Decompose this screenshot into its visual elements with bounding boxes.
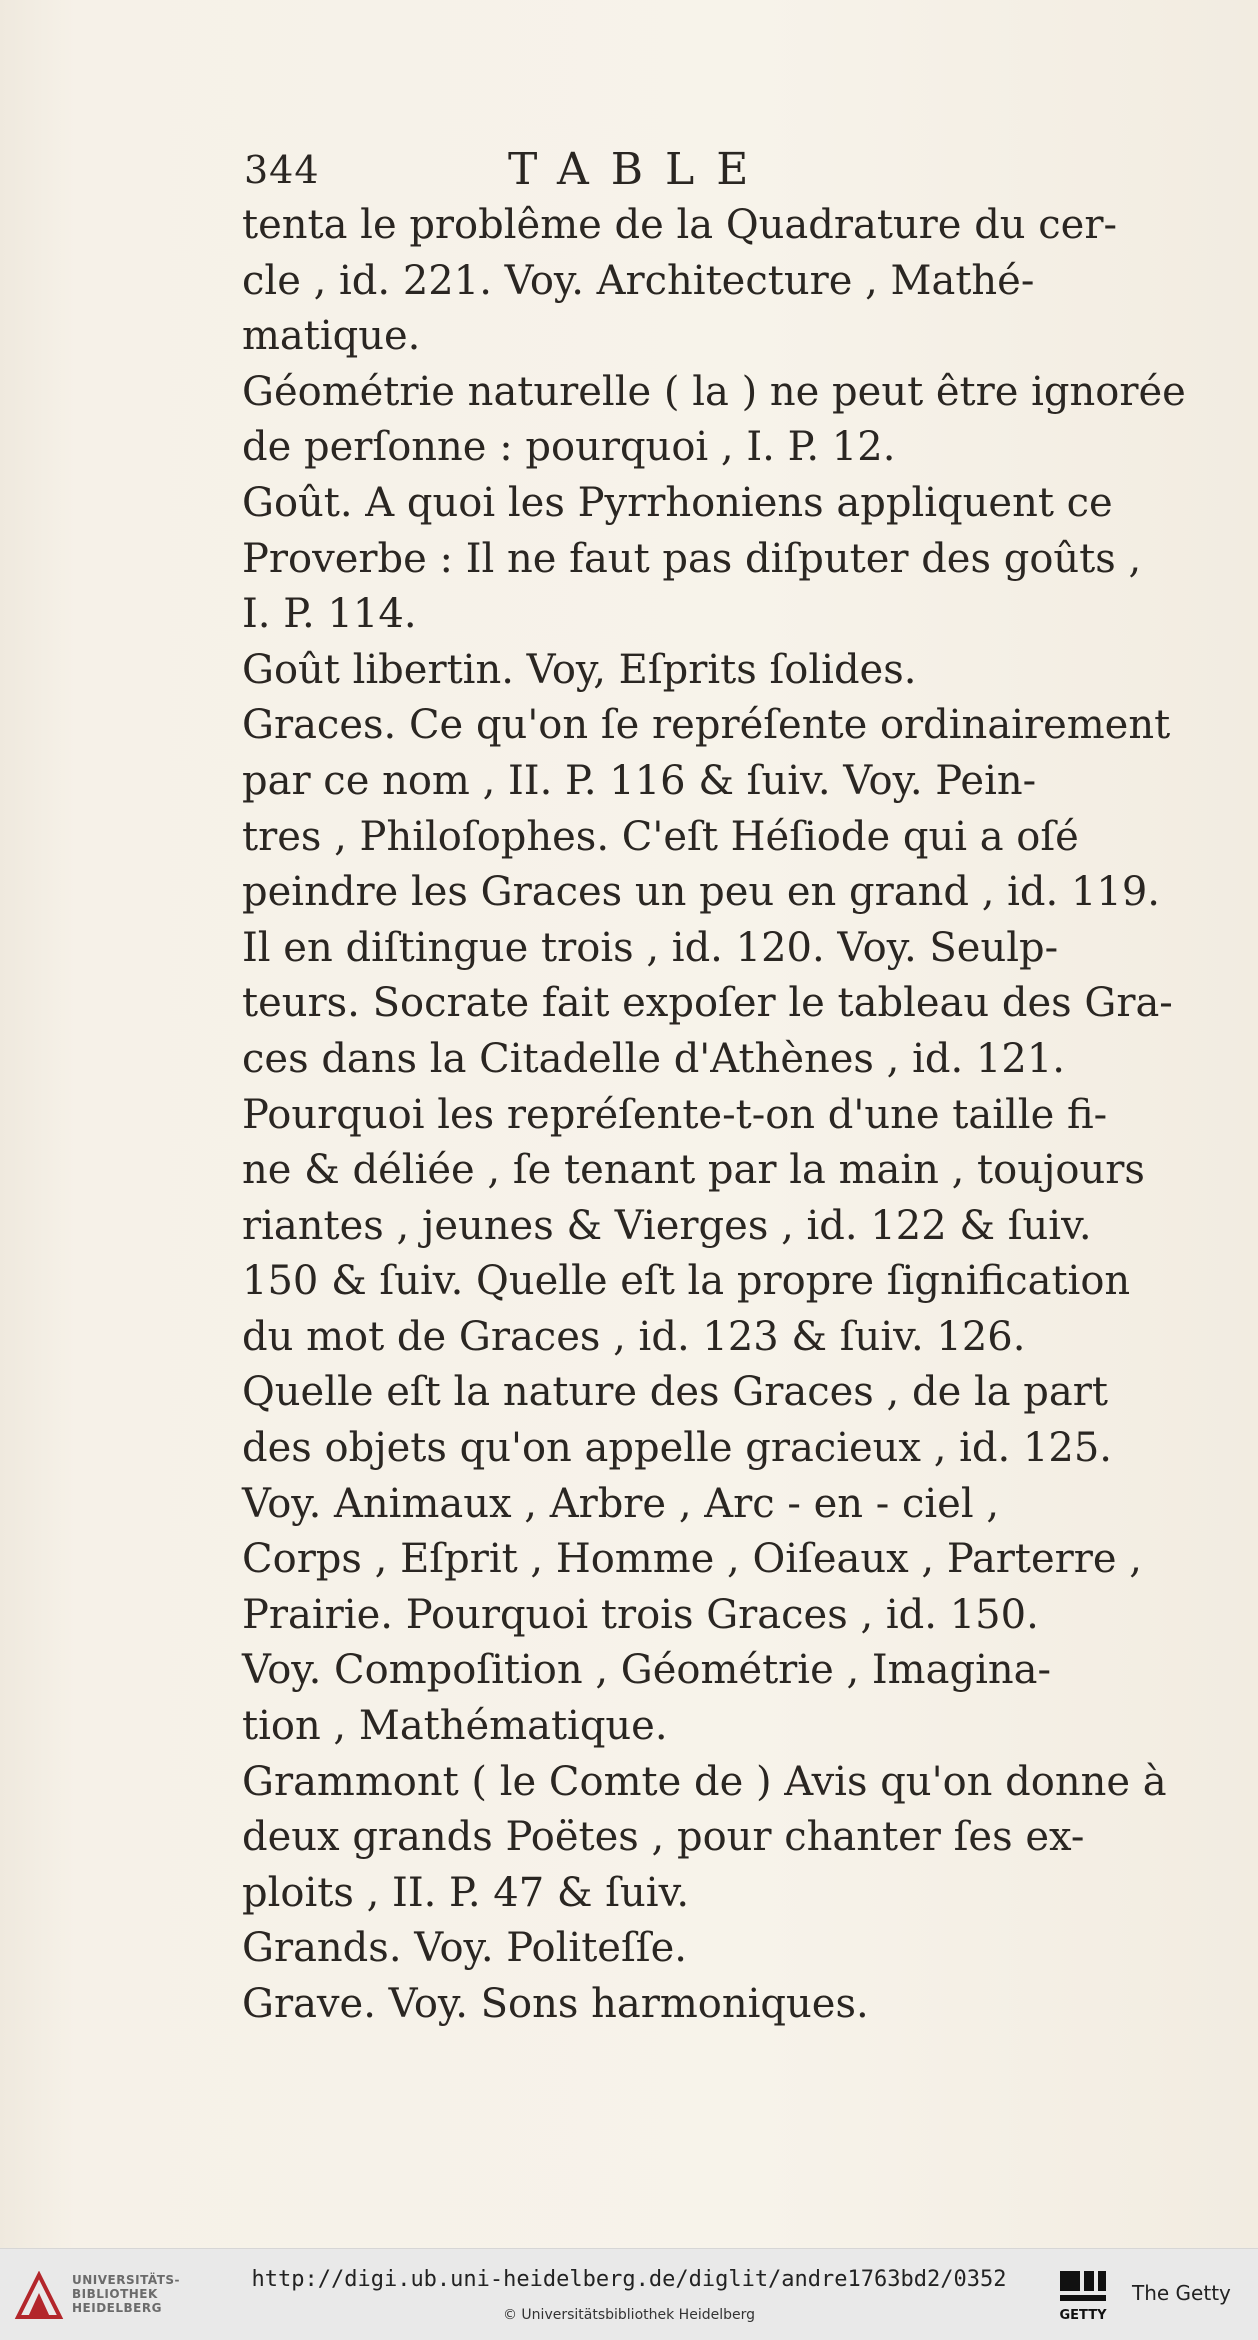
index-entry [242, 1921, 1142, 1977]
index-entry [242, 365, 1186, 476]
entry-line: tres , Philoſophes. C'eſt Héſiode qui a oſé [242, 813, 1079, 860]
index-entry [242, 1977, 1142, 2033]
entry-line: des objets qu'on appelle gracieux , id. 125. [242, 1425, 1113, 1472]
entry-line: par ce nom , II. P. 116 & ſuiv. Voy. Pein- [242, 757, 1037, 804]
entry-line: Voy. Animaux , Arbre , Arc - en - ciel , [242, 1480, 1000, 1527]
entry-line: Goût. A quoi les Pyrrhoniens appliquent ce [242, 479, 1113, 526]
entry-line: ne & déliée , ſe tenant par la main , toujours [242, 1147, 1145, 1194]
page-number: 344 [244, 148, 320, 192]
entry-line: cle , id. 221. Voy. Architecture , Mathé- [242, 257, 1035, 304]
partner-name: The Getty [1132, 2281, 1231, 2305]
entry-line: Corps , Eſprit , Homme , Oiſeaux , Parterre , [242, 1536, 1143, 1583]
entry-line: tenta le problême de la Quadrature du cer- [242, 202, 1117, 248]
entry-line: Graces. Ce qu'on ſe repréſente ordinairement [242, 702, 1171, 749]
entry-line: Grands. Voy. Politeſſe. [242, 1925, 687, 1972]
entry-line: Pourquoi les repréſente-t-on d'une taille fi- [242, 1091, 1108, 1138]
getty-logo-text: GETTY [1059, 2308, 1107, 2323]
entry-line: Quelle eſt la nature des Graces , de la part [242, 1369, 1108, 1416]
entry-line: tion , Mathématique. [242, 1703, 668, 1750]
entry-line: peindre les Graces un peu en grand , id. 119. [242, 869, 1161, 916]
entry-line: Proverbe : Il ne faut pas diſputer des goûts , [242, 535, 1142, 582]
entry-line: 150 & ſuiv. Quelle eſt la propre ſignification [242, 1258, 1131, 1305]
library-name-line: BIBLIOTHEK [72, 2287, 158, 2301]
entry-line: Il en diſtingue trois , id. 120. Voy. Seulp- [242, 924, 1059, 971]
getty-logo-icon [1058, 2269, 1108, 2323]
library-name-line: UNIVERSITÄTS- [72, 2273, 181, 2287]
entry-line: teurs. Socrate fait expoſer le tableau des Gra- [242, 980, 1173, 1027]
viewer-footer [0, 2248, 1258, 2340]
index-entry [242, 476, 1142, 643]
entry-line: I. P. 114. [242, 591, 417, 638]
index-entry [242, 643, 1142, 699]
entry-line: Grave. Voy. Sons harmoniques. [242, 1981, 869, 2027]
entry-line: du mot de Graces , id. 123 & ſuiv. 126. [242, 1313, 1026, 1360]
index-entry [242, 198, 1142, 365]
entry-line: ploits , II. P. 47 & ſuiv. [242, 1869, 690, 1916]
index-entries [242, 198, 1186, 2033]
entry-line: Géométrie naturelle ( la ) ne peut être ignorée [242, 368, 1186, 415]
entry-line: Prairie. Pourquoi trois Graces , id. 150. [242, 1591, 1039, 1638]
permalink-url[interactable]: http://digi.ub.uni-heidelberg.de/diglit/andre1763bd2/0352 [251, 2267, 1007, 2292]
copyright-notice: © Universitätsbibliothek Heidelberg [502, 2307, 755, 2323]
entry-line: Grammont ( le Comte de ) Avis qu'on donne à [242, 1758, 1167, 1805]
entry-line: deux grands Poëtes , pour chanter ſes ex- [242, 1814, 1085, 1861]
library-name-line: HEIDELBERG [72, 2301, 162, 2315]
index-entry [242, 1755, 1167, 1922]
entry-line: Voy. Compoſition , Géométrie , Imagina- [242, 1647, 1051, 1694]
entry-line: riantes , jeunes & Vierges , id. 122 & ſuiv. [242, 1202, 1092, 1249]
running-title: TABLE [508, 144, 771, 195]
entry-line: de perſonne : pourquoi , I. P. 12. [242, 424, 896, 471]
entry-line: matique. [242, 313, 421, 360]
entry-line: Goût libertin. Voy, Eſprits ſolides. [242, 646, 917, 693]
entry-line: ces dans la Citadelle d'Athènes , id. 121. [242, 1035, 1065, 1082]
index-entry [242, 698, 1173, 1754]
